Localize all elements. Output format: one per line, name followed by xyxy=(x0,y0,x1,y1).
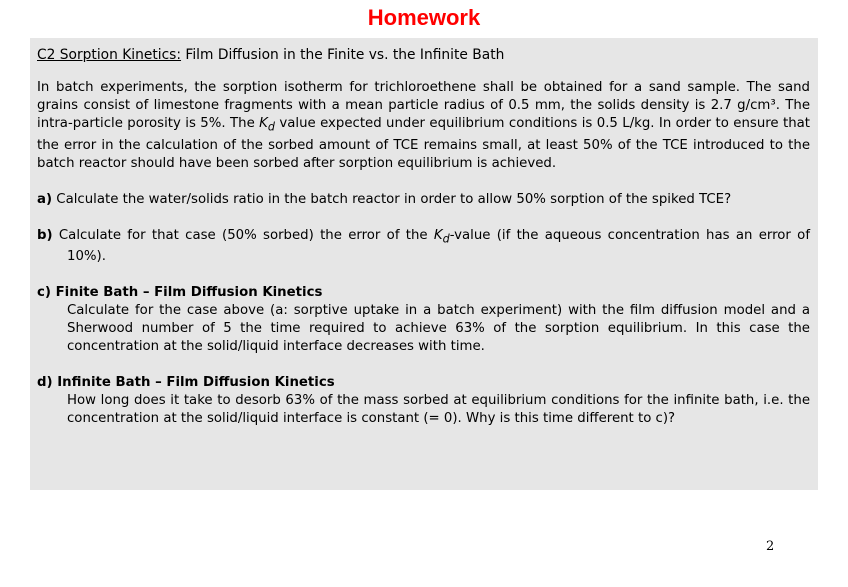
question-b-kd-symbol: K xyxy=(433,227,443,243)
question-d-title: d) Infinite Bath – Film Diffusion Kinetics xyxy=(37,375,335,391)
intro-text-part1: In batch experiments, the sorption isotherm for trichloroethene shall be obtained for a sand sample. The sand grains consist of limestone fragments with a mean particle radius of 0.5 mm, the solids density is 2.7 g/cm³. The intra-particle porosity is 5%. The xyxy=(37,80,810,131)
question-c-text: Calculate for the case above (a: sorptive uptake in a batch experiment) with the film diffusion model and a Sherwood number of 5 the time required to achieve 63% of the sorption equilibrium. In this case the concentration at the solid/liquid interface decreases with time. xyxy=(67,303,810,355)
intro-text-part2: value expected under equilibrium conditions is 0.5 L/kg. In order to ensure that the error in the calculation of the sorbed amount of TCE remains small, at least 50% of the TCE introduced to the batch reactor should have been sorbed after sorption equilibrium is achieved. xyxy=(37,116,811,171)
question-b-text-part1: Calculate for that case (50% sorbed) the error of the xyxy=(52,227,434,243)
intro-kd-symbol: K xyxy=(259,116,268,131)
section-heading-rest: Film Diffusion in the Finite vs. the Infinite Bath xyxy=(181,47,505,63)
question-a-text: Calculate the water/solids ratio in the batch reactor in order to allow 50% sorption of the spiked TCE? xyxy=(52,191,732,207)
section-heading-prefix: C2 Sorption Kinetics: xyxy=(37,47,182,63)
question-b-kd-subscript: d xyxy=(442,232,450,246)
question-d-text: How long does it take to desorb 63% of the mass sorbed at equilibrium conditions for the infinite bath, i.e. the concentration at the solid/liquid interface is constant (= 0). Why is this time different to c)? xyxy=(67,393,810,427)
question-a-label: a) xyxy=(37,191,53,207)
slide-title: Homework xyxy=(367,5,481,30)
intro-paragraph xyxy=(37,79,810,173)
question-b-text-part2: -value (if the aqueous concentration has an error of 10%). xyxy=(67,227,810,265)
question-a xyxy=(37,191,810,209)
homework-content-box xyxy=(30,38,818,490)
section-heading xyxy=(37,46,810,64)
question-c-title: c) Finite Bath – Film Diffusion Kinetics xyxy=(37,285,323,301)
question-b xyxy=(37,227,810,267)
page-number: 2 xyxy=(766,539,775,554)
intro-kd-subscript: d xyxy=(267,120,275,134)
question-b-label: b) xyxy=(37,227,53,243)
